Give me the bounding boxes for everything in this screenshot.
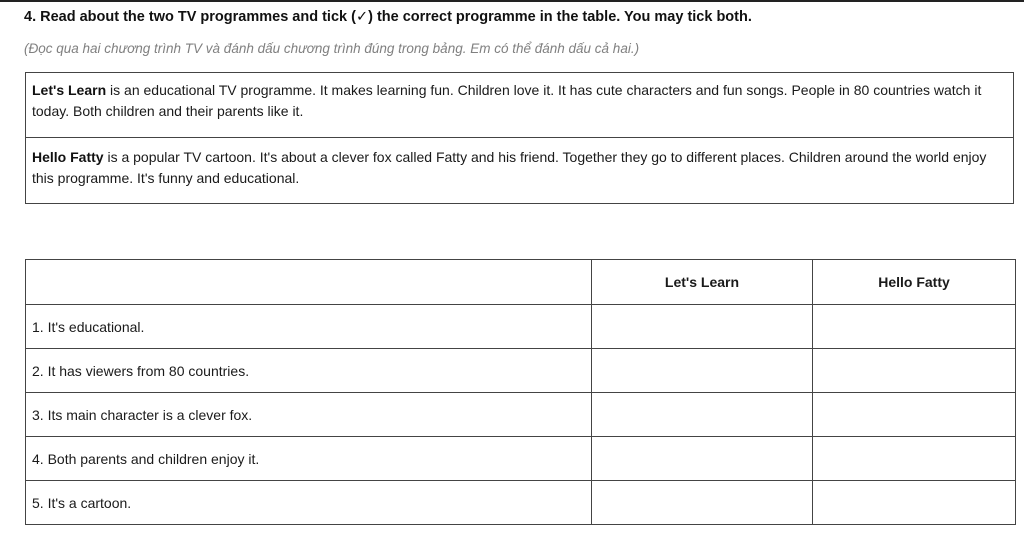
statement-cell: 1. It's educational. [26, 305, 592, 349]
tick-cell-lets-learn[interactable] [592, 305, 813, 349]
header-lets-learn: Let's Learn [592, 260, 813, 305]
table-row [26, 393, 1016, 437]
passage-divider [26, 137, 1013, 138]
passages-box [25, 72, 1014, 204]
passage-body: is a popular TV cartoon. It's about a clever fox called Fatty and his friend. Together they go to different places. Children around the world enjoy this programme. It's funny and educational. [32, 149, 987, 186]
tick-cell-lets-learn[interactable] [592, 437, 813, 481]
question-instruction: 4. Read about the two TV programmes and tick (✓) the correct programme in the table. You may tick both. [24, 9, 752, 25]
table-row [26, 437, 1016, 481]
table-row [26, 349, 1016, 393]
tick-cell-hello-fatty[interactable] [813, 349, 1016, 393]
tick-cell-hello-fatty[interactable] [813, 305, 1016, 349]
tick-cell-hello-fatty[interactable] [813, 481, 1016, 525]
passage-title: Let's Learn [32, 82, 107, 98]
passage-body: is an educational TV programme. It makes learning fun. Children love it. It has cute characters and fun songs. People in 80 countries watch it today. Both children and their parents like it. [32, 82, 982, 119]
statement-cell: 5. It's a cartoon. [26, 481, 592, 525]
tick-cell-lets-learn[interactable] [592, 393, 813, 437]
table-row [26, 305, 1016, 349]
passage-hello-fatty [32, 147, 1005, 189]
statement-cell: 4. Both parents and children enjoy it. [26, 437, 592, 481]
tick-cell-lets-learn[interactable] [592, 349, 813, 393]
tick-cell-hello-fatty[interactable] [813, 437, 1016, 481]
header-statement [26, 260, 592, 305]
header-hello-fatty: Hello Fatty [813, 260, 1016, 305]
statement-cell: 3. Its main character is a clever fox. [26, 393, 592, 437]
passage-title: Hello Fatty [32, 149, 104, 165]
table-row [26, 481, 1016, 525]
statement-cell: 2. It has viewers from 80 countries. [26, 349, 592, 393]
tick-table [25, 259, 1016, 525]
tick-cell-hello-fatty[interactable] [813, 393, 1016, 437]
tick-cell-lets-learn[interactable] [592, 481, 813, 525]
top-border-line [0, 0, 1024, 2]
question-translation: (Đọc qua hai chương trình TV và đánh dấu chương trình đúng trong bảng. Em có thể đánh dấu cả hai.) [24, 41, 640, 56]
table-header-row [26, 260, 1016, 305]
passage-lets-learn [32, 80, 1005, 122]
